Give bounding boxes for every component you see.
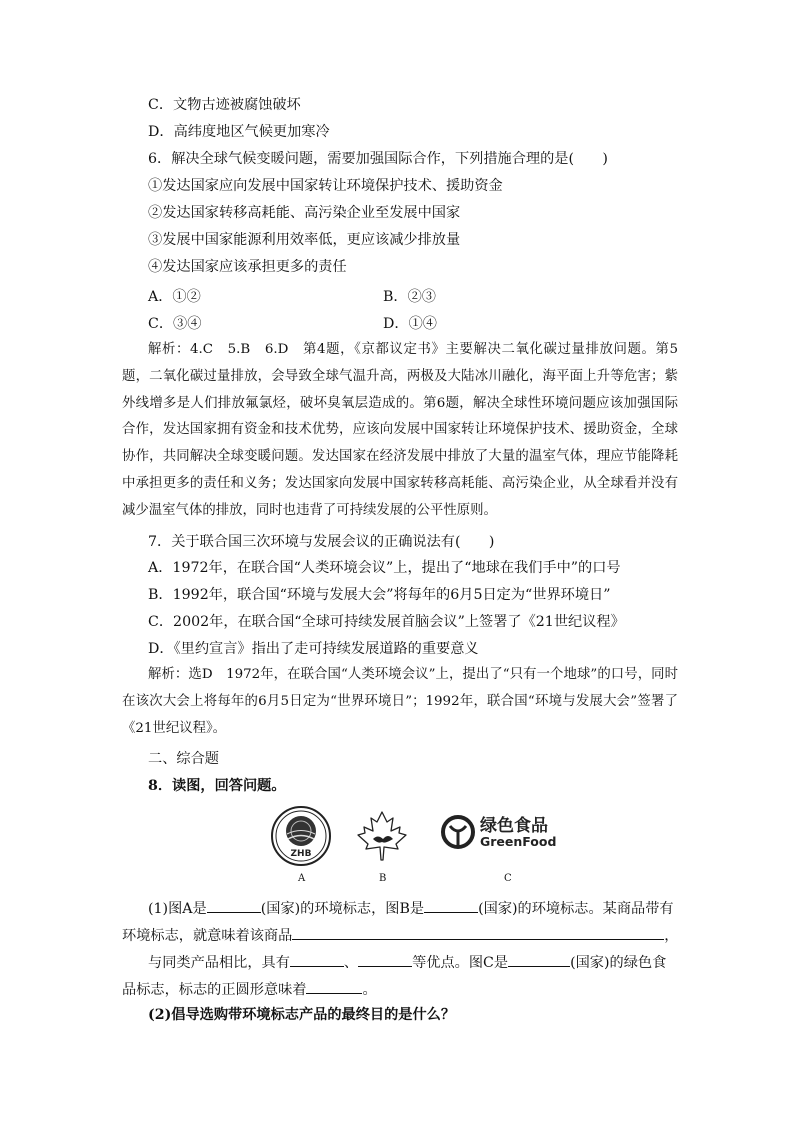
green-food-logo xyxy=(443,815,556,849)
q7-option-b: B．1992年，联合国“环境与发展大会”将每年的6月5日定为“世界环境日” xyxy=(148,587,611,603)
answer-blank[interactable] xyxy=(306,978,362,994)
q7-option-c: C．2002年，在联合国“全球可持续发展首脑会议”上签署了《21世纪议程》 xyxy=(148,614,625,630)
q6-choice-c: C．③④ xyxy=(148,316,202,332)
analysis-7 xyxy=(122,662,678,742)
section-heading: 二、综合题 xyxy=(148,751,219,767)
emblem-text: ZHB xyxy=(290,849,312,859)
answer-blank[interactable] xyxy=(424,897,478,913)
q7-option-d: D．《里约宣言》指出了走可持续发展道路的重要意义 xyxy=(148,641,479,657)
text-run: 环境标志，就意味着该商品 xyxy=(122,928,293,944)
text-run: 、 xyxy=(343,955,359,971)
green-food-en: GreenFood xyxy=(480,834,557,849)
text-run: 等优点。图C是 xyxy=(412,955,509,971)
q8-sub1-line2 xyxy=(122,924,678,946)
q7-stem: 7．关于联合国三次环境与发展会议的正确说法有( ) xyxy=(148,534,495,550)
figure-label-a: A xyxy=(298,873,306,884)
q8-sub1-line1 xyxy=(148,897,674,919)
q8-sub1-line3 xyxy=(148,951,666,973)
text-run: (国家)的环境标志。某商品带有 xyxy=(478,901,674,917)
answer-blank[interactable] xyxy=(358,951,412,967)
answer-blank[interactable] xyxy=(290,951,344,967)
q6-item-3: ③发展中国家能源利用效率低，更应该减少排放量 xyxy=(148,232,461,248)
q6-choice-a: A．①② xyxy=(148,289,201,305)
text-run: (国家)的环境标志，图B是 xyxy=(260,901,425,917)
q6-item-4: ④发达国家应该承担更多的责任 xyxy=(148,259,347,275)
answer-blank[interactable] xyxy=(207,897,261,913)
analysis-4-6 xyxy=(122,337,678,525)
text-run: 。 xyxy=(362,982,377,998)
logos-svg xyxy=(270,806,570,886)
q6-choice-d: D．①④ xyxy=(383,316,437,332)
q8-sub1-line4 xyxy=(122,978,377,1000)
q8-sub2: (2)倡导选购带环境标志产品的最终目的是什么？ xyxy=(148,1007,456,1023)
analysis-text: 4.C 5.B 6.D 第4题，《京都议定书》主要解决二氧化碳过量排放问题。第5题，二氧化碳过量排放，会导致全球气温升高，两极及大陆冰川融化，海平面上升等危害；紫外线增多是人们排放氟氯烃，破坏臭氧层造成的。第6题，解决全球性环境问题应该加强国际合作，发达国家拥有资金和技术优势，应该向发展中国家转让环境保护技术、援助资金，全球协作，共同解决全球变暖问题。发达国家在经济发展中排放了大量的温室气体，理应节能降耗中承担更多的责任和义务；发达国家向发展中国家转移高耗能、高污染企业，从全球看并没有减少温室气体的排放，同时也违背了可持续发展的公平性原则。 xyxy=(122,342,678,518)
analysis-label: 解析： xyxy=(148,667,189,682)
q6-choice-b: B．②③ xyxy=(383,289,436,305)
q6-stem: 6．解决全球气候变暖问题，需要加强国际合作，下列措施合理的是( ) xyxy=(148,151,608,167)
answer-blank[interactable] xyxy=(508,951,570,967)
canada-maple-leaf-logo xyxy=(358,812,406,860)
q5-option-c: C．文物古迹被腐蚀破坏 xyxy=(148,97,301,113)
q7-option-a: A．1972年，在联合国“人类环境会议”上，提出了“地球在我们手中”的口号 xyxy=(148,560,621,576)
environmental-logos-figure xyxy=(270,806,570,886)
q6-item-2: ②发达国家转移高耗能、高污染企业至发展中国家 xyxy=(148,205,461,221)
green-food-cn: 绿色食品 xyxy=(480,816,548,836)
text-run: (国家)的绿色食 xyxy=(570,955,667,971)
analysis-label: 解析： xyxy=(148,342,191,357)
analysis-text: 选D 1972年，在联合国“人类环境会议”上，提出了“只有一个地球”的口号，同时在该次大会上将每年的6月5日定为“世界环境日”；1992年，联合国“环境与发展大会”签署了《21世纪议程》。 xyxy=(122,667,679,736)
figure-label-b: B xyxy=(379,873,387,884)
q6-item-1: ①发达国家应向发展中国家转让环境保护技术、援助资金 xyxy=(148,178,503,194)
q8-stem: 8．读图，回答问题。 xyxy=(148,778,286,794)
answer-blank[interactable] xyxy=(292,924,664,940)
figure-label-c: C xyxy=(504,873,512,884)
china-environment-emblem xyxy=(272,807,330,865)
q5-option-d: D．高纬度地区气候更加寒冷 xyxy=(148,124,330,140)
text-run: ， xyxy=(664,928,679,944)
text-run: 品标志，标志的正圆形意味着 xyxy=(122,982,307,998)
text-run: (1)图A是 xyxy=(148,901,207,917)
text-run: 与同类产品相比，具有 xyxy=(148,955,290,971)
